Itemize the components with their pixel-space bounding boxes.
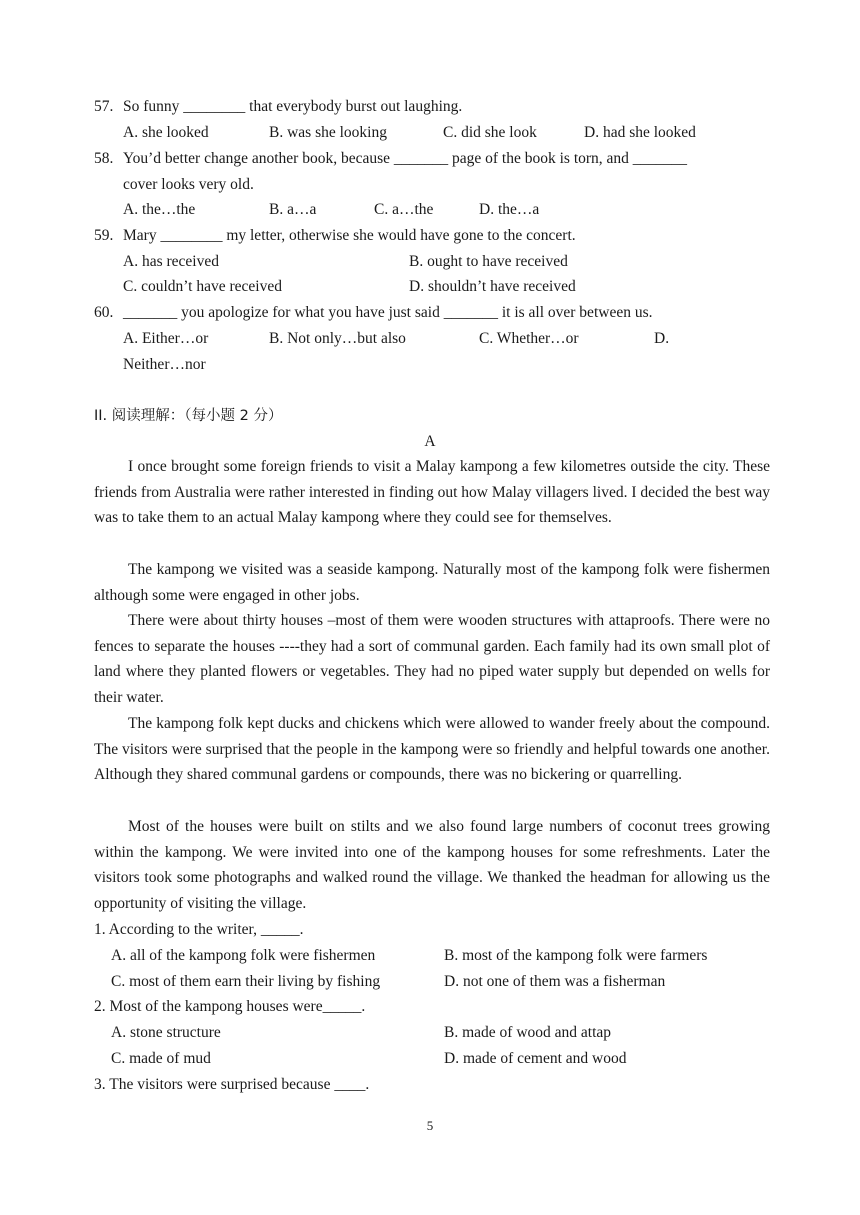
option-c: C. most of them earn their living by fishing: [111, 973, 381, 990]
option-c: C. made of mud: [111, 1050, 211, 1067]
option-a: A. all of the kampong folk were fishermen: [111, 947, 376, 964]
option-c: C. did she look: [443, 124, 537, 141]
option-a: A. she looked: [123, 124, 209, 141]
option-d: D. not one of them was a fisherman: [444, 973, 666, 990]
question-text-continued: cover looks very old.: [123, 176, 254, 193]
option-d: D. made of cement and wood: [444, 1050, 627, 1067]
option-d-continued: Neither…nor: [123, 356, 206, 373]
question-number: 60.: [94, 304, 114, 321]
question-text: Mary ________ my letter, otherwise she would have gone to the concert.: [123, 227, 576, 244]
passage-paragraph: Most of the houses were built on stilts and we also found large numbers of coconut trees growing within the kampong. We were invited into one of the kampong houses for some refreshments. Later the visitors took some photographs and walked round the village. We thanked the headman for allowing us the opportunity of visiting the village.: [94, 818, 770, 913]
passage-paragraph: The kampong we visited was a seaside kampong. Naturally most of the kampong folk were fishermen although some were engaged in other jobs.: [94, 561, 770, 604]
question-number: 59.: [94, 227, 114, 244]
option-d: D. had she looked: [584, 124, 696, 141]
option-c: C. Whether…or: [479, 330, 579, 347]
option-c: C. couldn’t have received: [123, 278, 282, 295]
option-b: B. Not only…but also: [269, 330, 406, 347]
option-d: D.: [654, 330, 670, 347]
option-b: B. most of the kampong folk were farmers: [444, 947, 708, 964]
question-text: So funny ________ that everybody burst out laughing.: [123, 98, 463, 115]
passage-label: A: [424, 433, 436, 450]
option-b: B. a…a: [269, 201, 317, 218]
reading-question-3-stem: 3. The visitors were surprised because ____.: [94, 1076, 370, 1093]
option-b: B. made of wood and attap: [444, 1024, 612, 1041]
option-d: D. the…a: [479, 201, 540, 218]
option-a: A. has received: [123, 253, 219, 270]
question-stem: 2. Most of the kampong houses were_____.: [94, 998, 366, 1015]
passage-paragraph: I once brought some foreign friends to visit a Malay kampong a few kilometres outside the city. These friends from Australia were rather interested in finding out how Malay villagers lived. I decided the best way was to take them to an actual Malay kampong where they could see for themselves.: [94, 458, 770, 527]
question-text: You’d better change another book, because _______ page of the book is torn, and _______: [123, 150, 688, 167]
question-stem: 1. According to the writer, _____.: [94, 921, 304, 938]
question-number: 58.: [94, 150, 114, 167]
option-d: D. shouldn’t have received: [409, 278, 576, 295]
section-heading: II. 阅读理解：（每小题 2 分）: [94, 408, 283, 424]
question-text: _______ you apologize for what you have just said _______ it is all over between us.: [123, 304, 653, 321]
question-number: 57.: [94, 98, 114, 115]
passage-paragraph: The kampong folk kept ducks and chickens which were allowed to wander freely about the compound. The visitors were surprised that the people in the kampong were so friendly and helpful towards one another. Although they shared communal gardens or compounds, there was no bickering or quarrelling.: [94, 715, 770, 784]
option-b: B. was she looking: [269, 124, 387, 141]
option-a: A. Either…or: [123, 330, 209, 347]
option-b: B. ought to have received: [409, 253, 568, 270]
passage-paragraph: There were about thirty houses –most of them were wooden structures with attaproofs. There were no fences to separate the houses ----they had a sort of communal garden. Each family had its own small plot of land where they planted flowers or vegetables. They had no piped water supply but depended on wells for their water.: [94, 612, 770, 707]
page-number: 5: [426, 1118, 434, 1133]
option-a: A. stone structure: [111, 1024, 221, 1041]
option-c: C. a…the: [374, 201, 434, 218]
option-a: A. the…the: [123, 201, 196, 218]
